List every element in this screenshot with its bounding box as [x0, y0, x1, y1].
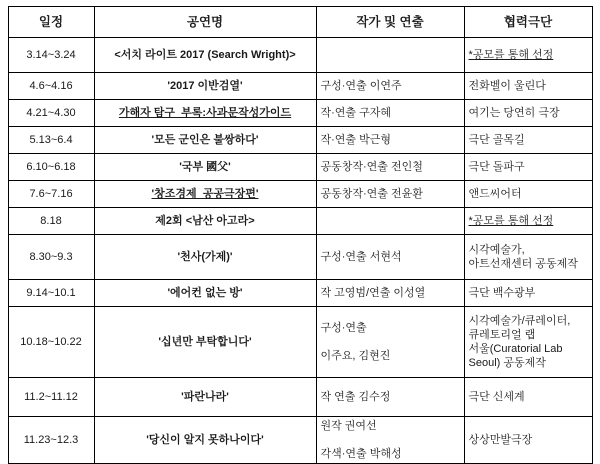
table-row — [8, 100, 592, 127]
cell-partner-troupe — [464, 378, 592, 417]
partner-troupe-line: 큐레토리얼 랩 — [468, 328, 536, 341]
author-director-line: 작 연출 김수정 — [320, 390, 391, 403]
cell-author-director — [316, 127, 464, 154]
cell-partner-troupe — [464, 280, 592, 307]
cell-date: 9.14~10.1 — [8, 280, 94, 307]
author-director-line: 원작 권여선 — [320, 420, 377, 432]
table-row — [8, 154, 592, 181]
partner-troupe-line: 극단 백수광부 — [468, 286, 536, 299]
cell-partner-troupe — [464, 38, 592, 73]
author-director-line — [321, 433, 460, 447]
partner-troupe-line: 전화벨이 울린다 — [468, 79, 546, 92]
author-director-line: 각색·연출 박해성 — [320, 448, 402, 461]
cell-author-director — [316, 73, 464, 100]
author-director-line: 구성·연출 — [320, 321, 367, 334]
partner-troupe-line: 극단 신세계 — [468, 390, 525, 403]
performance-title-text: <서치 라이트 2017 (Search Wright)> — [114, 48, 296, 61]
cell-date: 4.21~4.30 — [8, 100, 94, 127]
cell-date: 4.6~4.16 — [8, 73, 94, 100]
cell-partner-troupe — [464, 127, 592, 154]
table-row — [8, 181, 592, 208]
partner-troupe-line: 시각예술가/큐레이터, — [468, 314, 571, 327]
partner-troupe-line: 서울(Curatorial Lab — [468, 343, 563, 355]
cell-partner-troupe — [464, 417, 592, 464]
cell-author-director — [316, 208, 464, 235]
performance-title-text: '파란나라' — [181, 390, 229, 403]
table-row — [8, 417, 592, 464]
cell-author-director — [316, 280, 464, 307]
partner-troupe-line: 아트선재센터 공동제작 — [468, 258, 578, 270]
cell-performance-title — [94, 235, 316, 280]
performance-title-text: '창조경제_공공극장편' — [151, 187, 259, 200]
cell-author-director — [316, 417, 464, 464]
cell-partner-troupe — [464, 235, 592, 280]
cell-date: 5.13~6.4 — [8, 127, 94, 154]
author-director-line — [321, 335, 460, 349]
partner-troupe-line: 극단 돌파구 — [468, 160, 525, 173]
column-header-author-director: 작가 및 연출 — [316, 7, 464, 38]
column-header-partner-troupe: 협력극단 — [464, 7, 592, 38]
performance-title-text: '당신이 알지 못하나이다' — [146, 434, 264, 447]
cell-author-director — [316, 38, 464, 73]
table-header-row — [8, 7, 592, 38]
author-director-line: 공동창작·연출 전윤환 — [320, 187, 423, 200]
cell-author-director — [316, 181, 464, 208]
cell-date: 11.2~11.12 — [8, 378, 94, 417]
column-header-date: 일정 — [8, 7, 94, 38]
author-director-line: 구성·연출 서현석 — [320, 250, 402, 263]
partner-troupe-line: Seoul) 공동제작 — [468, 357, 546, 370]
author-director-line: 작·연출 박근형 — [320, 133, 391, 146]
partner-troupe-line: 극단 골목길 — [468, 133, 525, 146]
cell-performance-title — [94, 280, 316, 307]
performance-title-text: '2017 이반검열' — [167, 79, 243, 92]
partner-troupe-line: 상상만발극장 — [468, 434, 533, 447]
cell-author-director — [316, 235, 464, 280]
cell-performance-title — [94, 307, 316, 378]
table-row — [8, 127, 592, 154]
author-director-line: 작 고영범/연출 이성열 — [320, 286, 426, 299]
author-director-line: 작·연출 구자혜 — [320, 106, 391, 119]
cell-author-director — [316, 307, 464, 378]
partner-troupe-line: 시각예술가, — [468, 243, 525, 256]
performance-title-text: '십년만 부탁합니다' — [158, 335, 252, 348]
cell-performance-title — [94, 154, 316, 181]
cell-partner-troupe — [464, 181, 592, 208]
cell-date: 10.18~10.22 — [8, 307, 94, 378]
performance-schedule-table — [8, 6, 593, 464]
cell-date: 11.23~12.3 — [8, 417, 94, 464]
cell-performance-title — [94, 417, 316, 464]
table-row — [8, 307, 592, 378]
author-director-line: 이주요, 김현진 — [320, 350, 391, 363]
column-header-title: 공연명 — [94, 7, 316, 38]
table-header — [8, 7, 592, 38]
cell-date: 6.10~6.18 — [8, 154, 94, 181]
cell-date: 8.18 — [8, 208, 94, 235]
performance-title-text: '천사(가제)' — [177, 250, 233, 263]
table-body — [8, 38, 592, 464]
performance-title-text: '모든 군인은 불쌍하다' — [151, 133, 259, 146]
cell-performance-title — [94, 208, 316, 235]
partner-troupe-line: *공모를 통해 선정 — [468, 214, 554, 227]
partner-troupe-line: *공모를 통해 선정 — [468, 48, 554, 61]
cell-partner-troupe — [464, 154, 592, 181]
cell-performance-title — [94, 378, 316, 417]
cell-performance-title — [94, 38, 316, 73]
performance-title-text: 제2회 <남산 아고라> — [155, 214, 255, 227]
table-row — [8, 73, 592, 100]
table-row — [8, 378, 592, 417]
performance-title-text: 가해자 탐구_부록:사과문작성가이드 — [118, 106, 292, 119]
partner-troupe-line: 여기는 당연히 극장 — [468, 106, 560, 119]
cell-partner-troupe — [464, 208, 592, 235]
cell-performance-title — [94, 73, 316, 100]
cell-author-director — [316, 154, 464, 181]
cell-author-director — [316, 378, 464, 417]
cell-partner-troupe — [464, 100, 592, 127]
table-row — [8, 280, 592, 307]
table-row — [8, 38, 592, 73]
performance-title-text: '국부 國父' — [179, 160, 231, 173]
cell-performance-title — [94, 100, 316, 127]
cell-date: 7.6~7.16 — [8, 181, 94, 208]
table-row — [8, 235, 592, 280]
cell-date: 3.14~3.24 — [8, 38, 94, 73]
cell-author-director — [316, 100, 464, 127]
cell-performance-title — [94, 127, 316, 154]
cell-performance-title — [94, 181, 316, 208]
cell-partner-troupe — [464, 307, 592, 378]
cell-partner-troupe — [464, 73, 592, 100]
table-row — [8, 208, 592, 235]
cell-date: 8.30~9.3 — [8, 235, 94, 280]
performance-title-text: '에어컨 없는 방' — [167, 286, 243, 299]
author-director-line: 구성·연출 이연주 — [320, 79, 402, 92]
partner-troupe-line: 앤드씨어터 — [468, 187, 522, 200]
author-director-line: 공동창작·연출 전인철 — [320, 160, 423, 173]
